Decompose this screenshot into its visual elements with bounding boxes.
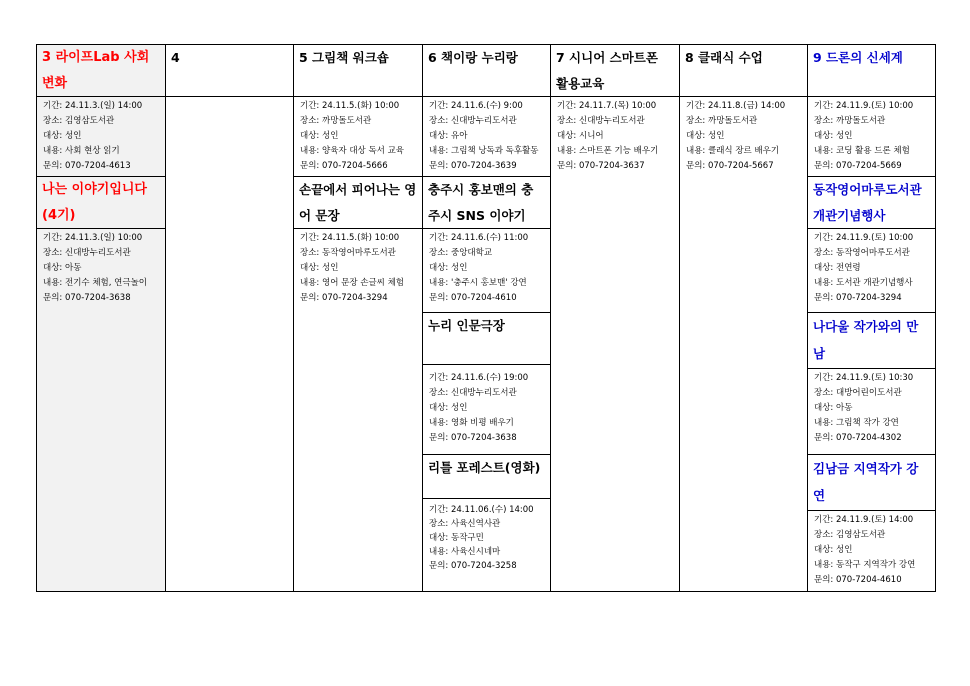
info-target: 대상: 아동	[43, 263, 82, 273]
info-content: 내용: 도서관 개관기념행사	[814, 278, 913, 288]
info-contact: 문의: 070-7204-3639	[429, 161, 517, 171]
info-target: 대상: 성인	[43, 131, 82, 141]
info-content: 내용: 사육신시네마	[429, 547, 501, 557]
event-title-senior: 7 시니어 스마트폰 활용교육	[551, 45, 679, 97]
info-place: 장소: 동작영어마루도서관	[814, 248, 910, 258]
event-info-theater	[423, 369, 550, 455]
info-content: 내용: 사회 현상 읽기	[43, 146, 120, 156]
info-period: 기간: 24.11.9.(토) 10:00	[814, 101, 914, 111]
info-place: 장소: 신대방누리도서관	[557, 116, 645, 126]
info-period: 기간: 24.11.9.(토) 10:30	[814, 373, 914, 383]
info-target: 대상: 성인	[814, 131, 853, 141]
info-target: 대상: 성인	[300, 263, 339, 273]
info-period: 기간: 24.11.9.(토) 14:00	[814, 515, 914, 525]
event-info-nuri	[423, 97, 550, 177]
info-contact: 문의: 070-7204-5667	[686, 161, 774, 171]
info-place: 장소: 동작영어마루도서관	[300, 248, 396, 258]
info-target: 대상: 전연령	[814, 263, 861, 273]
info-place: 장소: 김영삼도서관	[814, 530, 886, 540]
info-period: 기간: 24.11.7.(목) 10:00	[557, 101, 657, 111]
event-title-english: 손끝에서 피어나는 영어 문장	[294, 177, 422, 229]
event-info-story	[37, 229, 165, 309]
info-content: 내용: 전기수 체험, 연극놀이	[43, 278, 147, 288]
info-place: 장소: 김영삼도서관	[43, 116, 115, 126]
day-cell-8	[680, 45, 808, 592]
info-target: 대상: 성인	[814, 545, 853, 555]
day-cell-5	[294, 45, 423, 592]
info-contact: 문의: 070-7204-3638	[43, 293, 131, 303]
info-contact: 문의: 070-7204-3294	[814, 293, 902, 303]
day-cell-3	[37, 45, 166, 592]
event-title-local-author: 김남금 지역작가 강연	[808, 455, 935, 511]
info-contact: 문의: 070-7204-3638	[429, 433, 517, 443]
event-info-chungju	[423, 229, 550, 313]
event-title-picturebook: 5 그림책 워크숍	[294, 45, 422, 97]
info-contact: 문의: 070-7204-3294	[300, 293, 388, 303]
info-content: 내용: 클래식 장르 배우기	[686, 146, 780, 156]
event-title-classic: 8 클래식 수업	[680, 45, 807, 97]
event-info-drone	[808, 97, 935, 177]
info-period: 기간: 24.11.5.(화) 10:00	[300, 233, 400, 243]
day-cell-4	[166, 45, 294, 592]
event-title-lifelab: 3 라이프Lab 사회변화	[37, 45, 165, 97]
event-title-drone: 9 드론의 신세계	[808, 45, 935, 97]
info-place: 장소: 까망돌도서관	[814, 116, 886, 126]
info-target: 대상: 성인	[686, 131, 725, 141]
day-cell-9	[808, 45, 936, 592]
info-content: 내용: 동작구 지역작가 강연	[814, 560, 916, 570]
info-content: 내용: 그림책 작가 강연	[814, 418, 899, 428]
info-contact: 문의: 070-7204-4610	[814, 575, 902, 585]
info-place: 장소: 신대방누리도서관	[429, 388, 517, 398]
info-period: 기간: 24.11.6.(수) 19:00	[429, 373, 529, 383]
event-info-littleforest	[423, 501, 550, 581]
event-title-chungju: 충주시 홍보맨의 충주시 SNS 이야기	[423, 177, 550, 229]
info-target: 대상: 성인	[429, 403, 468, 413]
info-target: 대상: 유아	[429, 131, 468, 141]
info-content: 내용: 양육자 대상 독서 교육	[300, 146, 404, 156]
event-info-author	[808, 369, 935, 455]
info-target: 대상: 시니어	[557, 131, 604, 141]
info-place: 장소: 사육신역사관	[429, 519, 501, 529]
event-info-english	[294, 229, 422, 309]
info-content: 내용: 그림책 낭독과 독후활동	[429, 146, 539, 156]
info-period: 기간: 24.11.9.(토) 10:00	[814, 233, 914, 243]
info-content: 내용: 영화 비평 배우기	[429, 418, 514, 428]
event-title-anniversary: 동작영어마루도서관 개관기념행사	[808, 177, 935, 229]
info-period: 기간: 24.11.6.(수) 9:00	[429, 101, 523, 111]
info-period: 기간: 24.11.8.(금) 14:00	[686, 101, 786, 111]
info-content: 내용: 코딩 활용 드론 체험	[814, 146, 910, 156]
info-target: 대상: 성인	[429, 263, 468, 273]
event-info-picturebook	[294, 97, 422, 177]
info-content: 내용: '충주시 홍보맨' 강연	[429, 278, 527, 288]
info-content: 내용: 영어 문장 손글씨 체험	[300, 278, 404, 288]
event-title-theater: 누리 인문극장	[423, 313, 550, 365]
info-contact: 문의: 070-7204-5666	[300, 161, 388, 171]
info-content: 내용: 스마트폰 기능 배우기	[557, 146, 659, 156]
info-place: 장소: 대방어린이도서관	[814, 388, 902, 398]
event-info-senior	[551, 97, 679, 177]
info-target: 대상: 아동	[814, 403, 853, 413]
info-place: 장소: 까망돌도서관	[686, 116, 758, 126]
event-title-story: 나는 이야기입니다 (4기)	[37, 177, 165, 229]
info-contact: 문의: 070-7204-5669	[814, 161, 902, 171]
info-period: 기간: 24.11.6.(수) 11:00	[429, 233, 529, 243]
event-info-classic	[680, 97, 807, 177]
event-info-lifelab	[37, 97, 165, 177]
event-title-nuri: 6 책이랑 누리랑	[423, 45, 550, 97]
info-place: 장소: 까망돌도서관	[300, 116, 372, 126]
info-place: 장소: 중앙대학교	[429, 248, 493, 258]
info-place: 장소: 신대방누리도서관	[429, 116, 517, 126]
event-title-littleforest: 리틀 포레스트(영화)	[423, 455, 550, 499]
info-contact: 문의: 070-7204-4610	[429, 293, 517, 303]
info-period: 기간: 24.11.5.(화) 10:00	[300, 101, 400, 111]
info-target: 대상: 성인	[300, 131, 339, 141]
info-target: 대상: 동작구민	[429, 533, 484, 543]
info-contact: 문의: 070-7204-3258	[429, 561, 517, 571]
info-period: 기간: 24.11.06.(수) 14:00	[429, 505, 534, 515]
info-period: 기간: 24.11.3.(일) 10:00	[43, 233, 143, 243]
event-title-author: 나다울 작가와의 만남	[808, 313, 935, 369]
event-info-anniversary	[808, 229, 935, 313]
info-place: 장소: 신대방누리도서관	[43, 248, 131, 258]
event-info-local-author	[808, 511, 935, 591]
info-contact: 문의: 070-7204-4613	[43, 161, 131, 171]
day-number-4: 4	[166, 45, 293, 97]
day-cell-7	[551, 45, 680, 592]
info-contact: 문의: 070-7204-4302	[814, 433, 902, 443]
info-contact: 문의: 070-7204-3637	[557, 161, 645, 171]
info-period: 기간: 24.11.3.(일) 14:00	[43, 101, 143, 111]
day-cell-6	[423, 45, 551, 592]
schedule-table	[36, 44, 936, 592]
